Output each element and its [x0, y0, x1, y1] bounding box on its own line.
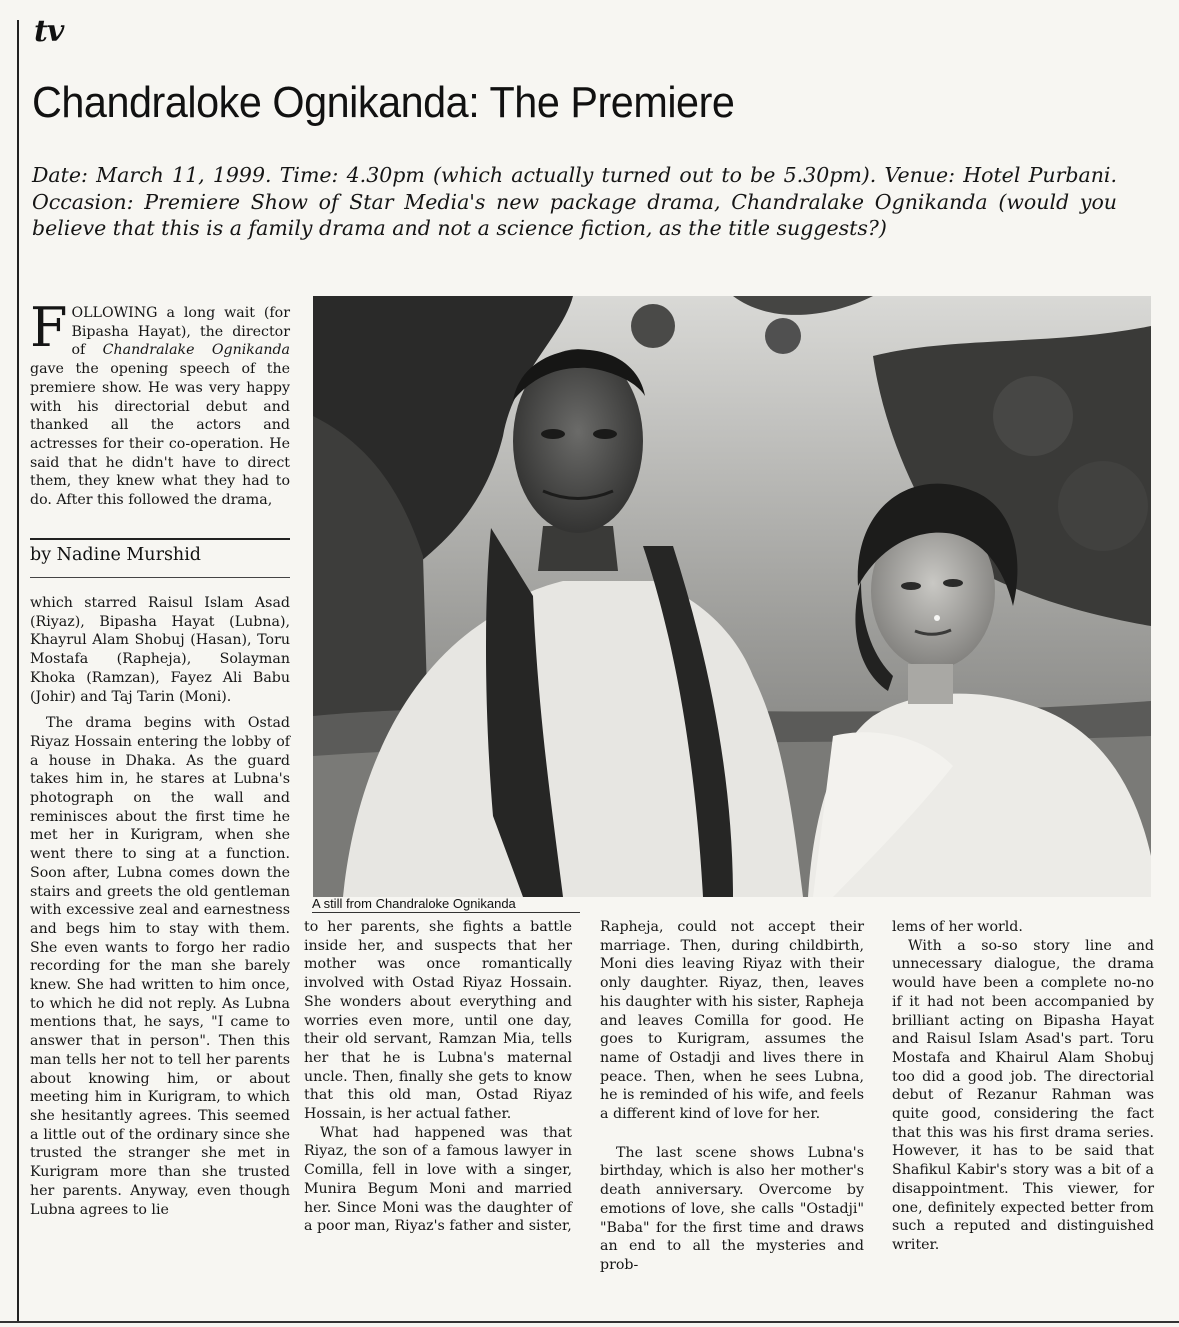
headline: Chandraloke Ognikanda: The Premiere: [32, 78, 735, 127]
photo-caption: A still from Chandraloke Ognikanda: [312, 896, 516, 911]
article-deck: Date: March 11, 1999. Time: 4.30pm (which actually turned out to be 5.30pm). Venue: Hotel Purbani. Occasion: Premiere Show of Star Media's new package drama, Chandralake Ognikanda (would you believe that this is a family drama and not a science fiction, as the title suggests?): [32, 163, 1117, 240]
byline: by Nadine Murshid: [30, 545, 201, 565]
article-photo: [313, 296, 1151, 897]
body-column-4: [892, 918, 1154, 1255]
paragraph: lems of her world.: [892, 919, 1023, 935]
lead-caps: OLLOWING: [71, 305, 158, 321]
body-column-3: [600, 918, 864, 1275]
intro-title-italic: Chandralake Ognikanda: [102, 342, 290, 359]
paragraph: Rapheja, could not accept their marriage. Then, during childbirth, Moni dies leaving Riyaz with their only daughter. Riyaz, then, leaves his daughter with his sister, Rapheja and leaves Comilla for good. He goes to Kurigram, assumes the name of Ostadji and lives there in peace. Then, when he sees Lubna, he is reminded of his wife, and feels a different kind of love for her.: [600, 919, 864, 1123]
body-column-2: [304, 918, 572, 1236]
intro-text-b: gave the opening speech of the premiere show. He was very happy with his directorial debut and thanked all the actors and actresses for their co-operation. He said that he didn't have to direct them, they knew what they had to do. After this followed the drama,: [30, 361, 290, 509]
left-column-rule: [17, 20, 19, 1322]
paragraph: What had happened was that Riyaz, the son of a famous lawyer in Comilla, fell in love with a singer, Munira Begum Moni and married her. Since Moni was the daughter of a poor man, Riyaz's father and sister,: [304, 1124, 572, 1235]
byline-rule-top: [30, 538, 290, 540]
drop-cap: F: [30, 296, 68, 359]
body-column-1: [30, 594, 290, 1219]
intro-text-a: a long wait (for Bipasha Hayat), the director of: [71, 305, 290, 359]
photo-still-image: [313, 296, 1151, 897]
paragraph: to her parents, she fights a battle inside her, and suspects that her mother was once romantically involved with Ostad Riyaz Hossain. She wonders about everything and worries even more, until one day, their old servant, Ramzan Mia, tells her that he is Lubna's maternal uncle. Then, finally she gets to know that this old man, Ostad Riyaz Hossain, is her actual father.: [304, 919, 572, 1123]
paragraph: The last scene shows Lubna's birthday, which is also her mother's death anniversary. Overcome by emotions of love, she calls "Ostadji" "Baba" for the first time and draws an end to all the mysteries and prob-: [600, 1144, 864, 1273]
caption-rule: [312, 912, 580, 913]
paragraph: With a so-so story line and unnecessary dialogue, the drama would have been a complete no-no if it had not been accompanied by brilliant acting on Bipasha Hayat and Raisul Islam Asad's part. Toru Mostafa and Khairul Alam Shobuj too did a good job. The directorial debut of Rezanur Rahman was quite good, considering the fact that this was his first drama series. However, it has to be said that Shafikul Kabir's story was a bit of a disappointment. This viewer, for one, definitely expected better from such a reputed and distinguished writer.: [892, 937, 1154, 1253]
intro-paragraph: [30, 296, 290, 510]
paragraph: which starred Raisul Islam Asad (Riyaz), Bipasha Hayat (Lubna), Khayrul Alam Shobuj (Hasan), Toru Mostafa (Rapheja), Solayman Khoka (Ramzan), Fayez Ali Babu (Johir) and Taj Tarin (Moni).: [30, 595, 290, 705]
byline-rule-bottom: [30, 577, 290, 578]
paragraph: The drama begins with Ostad Riyaz Hossain entering the lobby of a house in Dhaka. As the guard takes him in, he stares at Lubna's photograph on the wall and reminisces about the first time he met her in Kurigram, when she went there to sing at a function. Soon after, Lubna comes down the stairs and greets the old gentleman with excessive zeal and earnestness and begs him to stay with them. She even wants to forgo her radio recording for the man she barely knew. She had written to him once, to which he did not reply. As Lubna mentions that, he says, "I came to answer that in person". Then this man tells her not to tell her parents about knowing him, or about meeting him in Kurigram, to which she hesitantly agrees. This seemed a little out of the ordinary since she trusted the stranger she met in Kurigram more than she trusted her parents. Anyway, even though Lubna agrees to lie: [30, 715, 290, 1218]
section-tag: tv: [34, 14, 64, 49]
bottom-page-rule: [0, 1321, 1179, 1323]
